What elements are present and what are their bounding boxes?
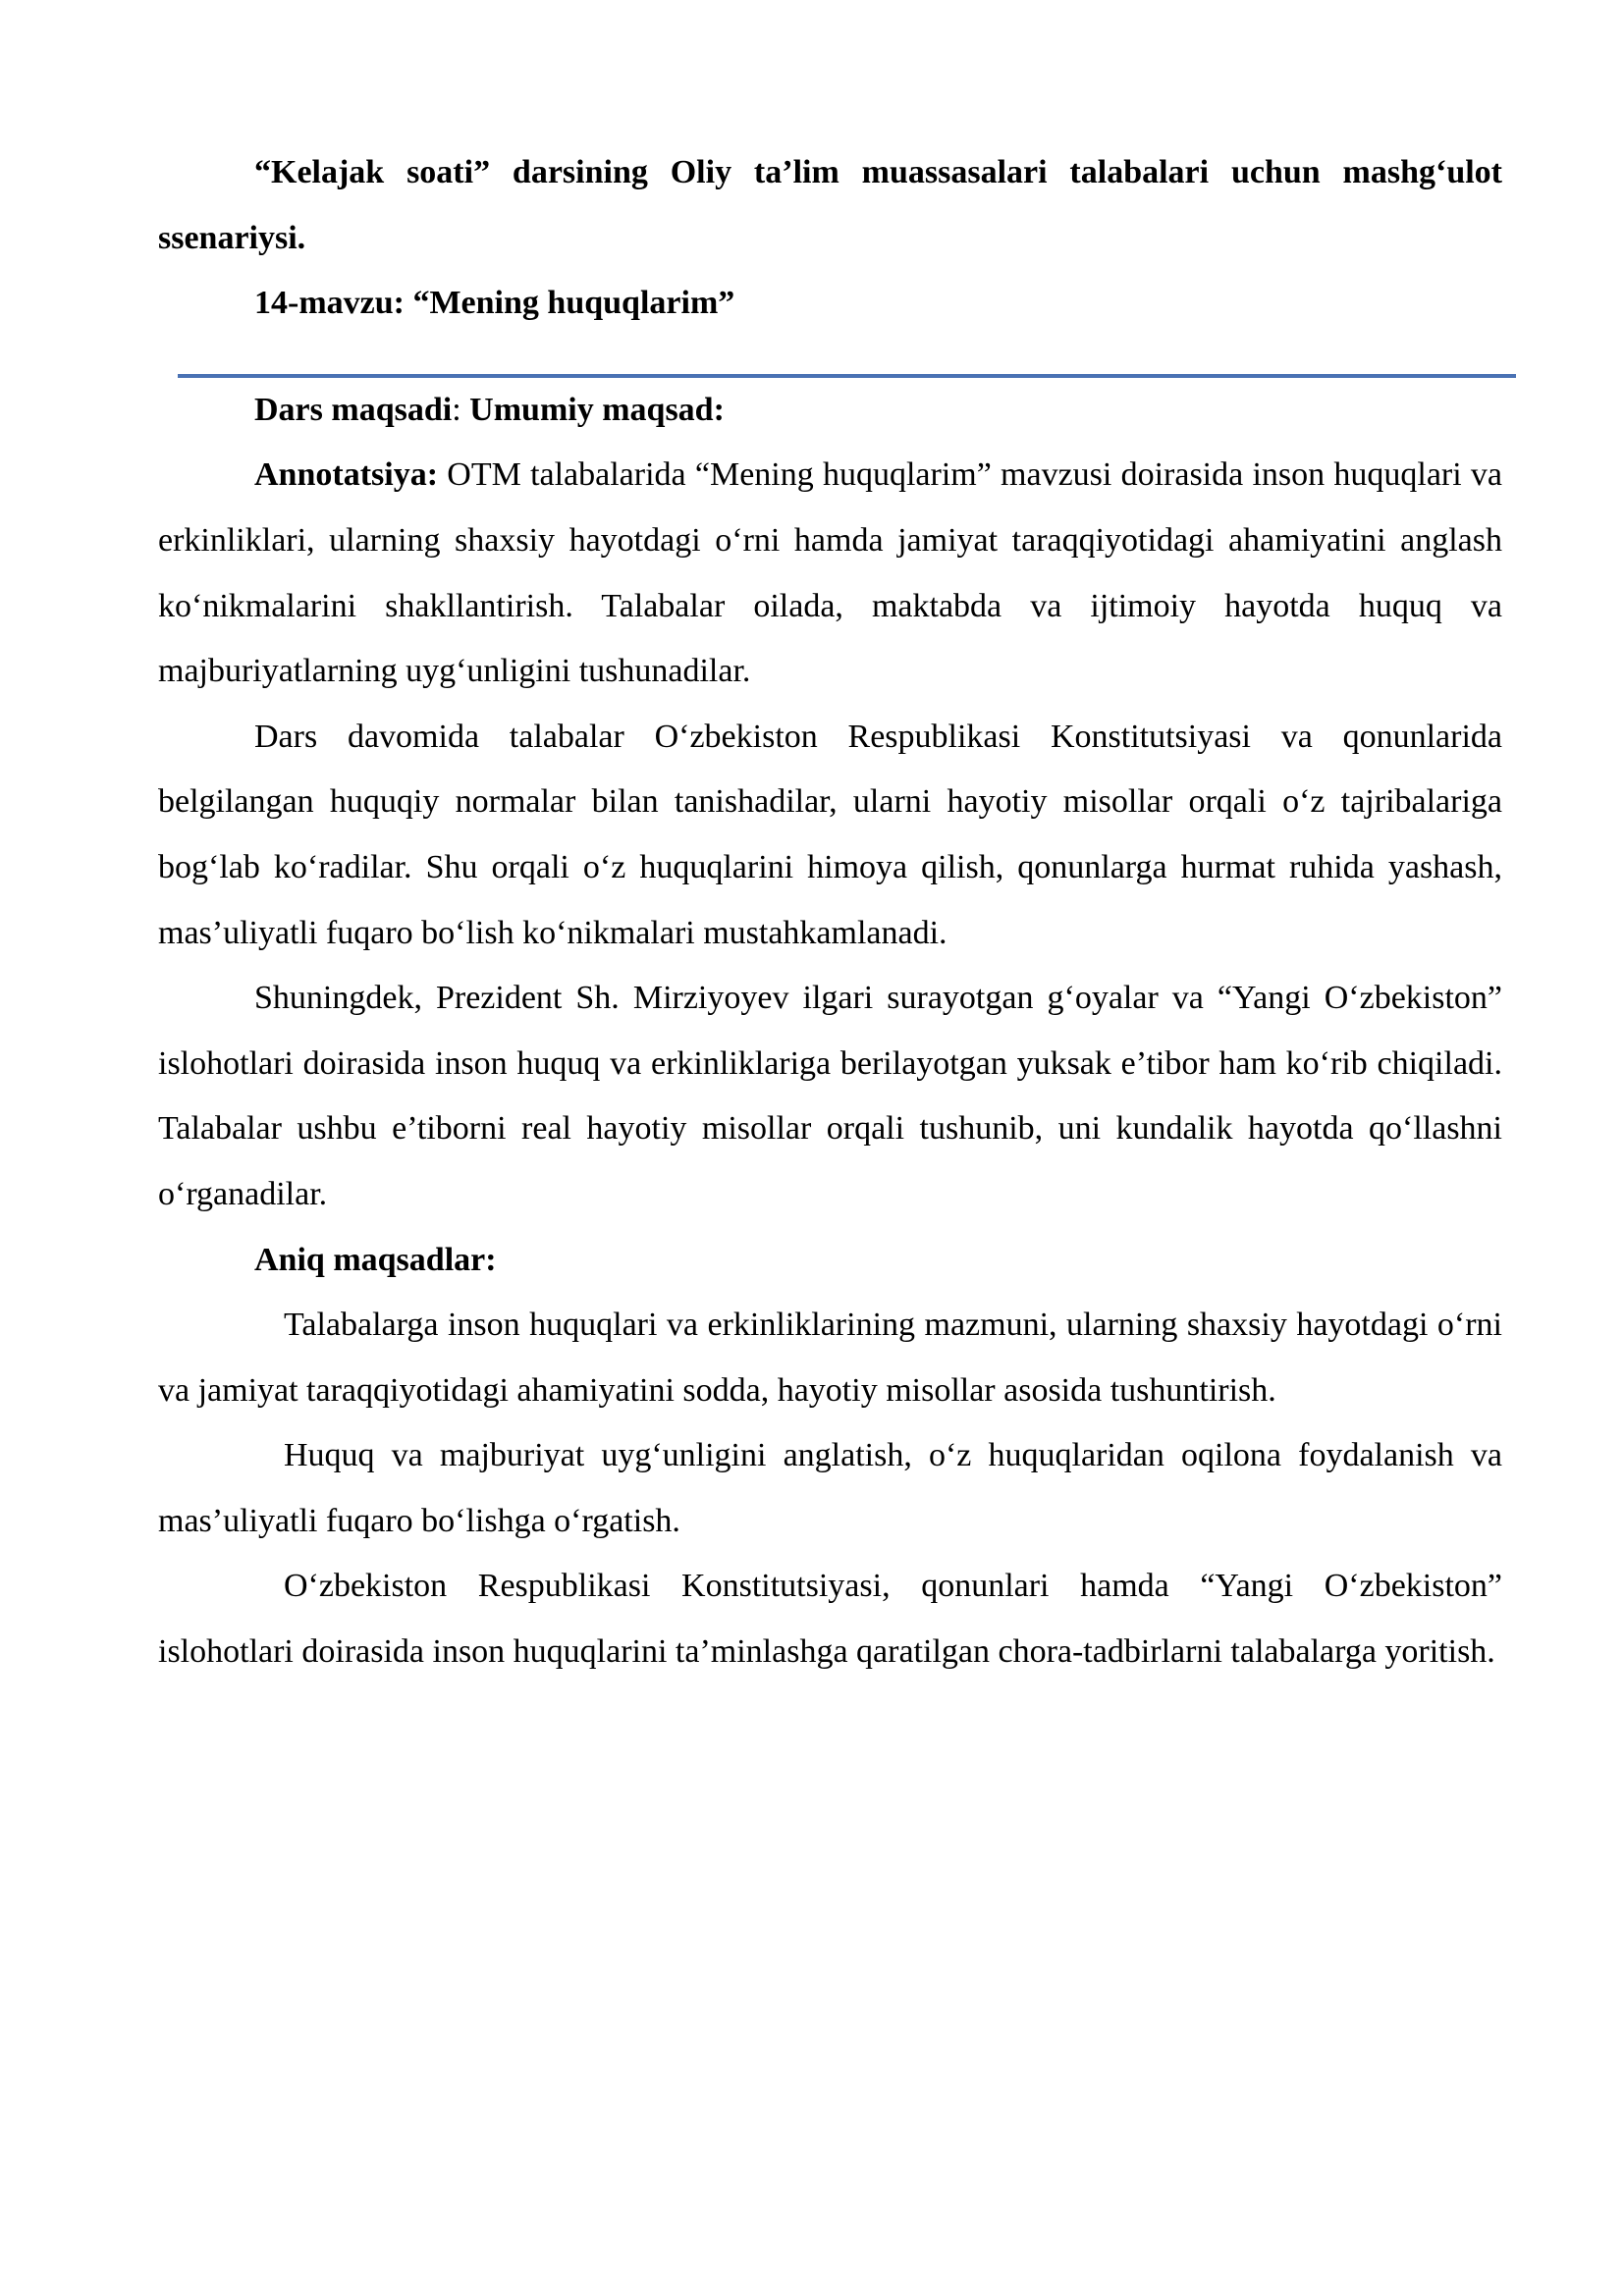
lesson-goal-heading bbox=[158, 378, 1502, 444]
lesson-goal-label: Dars maqsadi bbox=[254, 391, 453, 428]
goal-item-2: Huquq va majburiyat uyg‘unligini anglatish, o‘z huquqlaridan oqilona foydalanish va mas’uliyatli fuqaro bo‘lishga o‘rgatish. bbox=[158, 1437, 1502, 1539]
goal-item-1: Talabalarga inson huquqlari va erkinliklarining mazmuni, ularning shaxsiy hayotdagi o‘rni va jamiyat taraqqiyotidagi ahamiyatini sodda, hayotiy misollar asosida tushuntirish. bbox=[158, 1307, 1502, 1409]
spacer bbox=[158, 337, 1502, 374]
topic-heading: 14-mavzu: “Mening huquqlarim” bbox=[254, 285, 735, 322]
annotation-label: Annotatsiya: bbox=[254, 456, 439, 494]
annotation-body: OTM talabalarida “Mening huquqlarim” mavzusi doirasida inson huquqlari va erkinliklari, ularning shaxsiy hayotdagi o‘rni hamda jamiyat taraqqiyotidagi ahamiyatini anglash ko‘nikmalarini shakllantirish. Talabalar oilada, maktabda va ijtimoiy hayotda huquq va majburiyatlarning uyg‘unligini tushunadilar. bbox=[158, 456, 1503, 690]
goal-item-3: O‘zbekiston Respublikasi Konstitutsiyasi, qonunlari hamda “Yangi O‘zbekiston” islohotlari doirasida inson huquqlarini ta’minlashga qaratilgan chora-tadbirlarni talabalarga yoritish. bbox=[158, 1568, 1502, 1671]
lesson-flow-paragraph: Dars davomida talabalar O‘zbekiston Respublikasi Konstitutsiyasi va qonunlarida belgilangan huquqiy normalar bilan tanishadilar, ularni hayotiy misollar orqali o‘z tajribalariga bog‘lab ko‘radilar. Shu orqali o‘z huquqlarini himoya qilish, qonunlarga hurmat ruhida yashash, mas’uliyatli fuqaro bo‘lish ko‘nikmalari mustahkamlanadi. bbox=[158, 718, 1502, 951]
lesson-goal-separator: : bbox=[452, 391, 461, 428]
annotation-paragraph bbox=[158, 443, 1502, 704]
specific-goals-heading: Aniq maqsadlar: bbox=[254, 1241, 497, 1278]
document-title: “Kelajak soati” darsining Oliy ta’lim muassasalari talabalari uchun mashg‘ulot ssenariysi. bbox=[158, 154, 1502, 256]
lesson-goal-sublabel: Umumiy maqsad: bbox=[469, 391, 725, 428]
president-reforms-paragraph: Shuningdek, Prezident Sh. Mirziyoyev ilgari surayotgan g‘oyalar va “Yangi O‘zbekiston” islohotlari doirasida inson huquq va erkinliklariga berilayotgan yuksak e’tibor ham ko‘rib chiqiladi. Talabalar ushbu e’tiborni real hayotiy misollar orqali tushunib, uni kundalik hayotda qo‘llashni o‘rganadilar. bbox=[158, 980, 1502, 1212]
